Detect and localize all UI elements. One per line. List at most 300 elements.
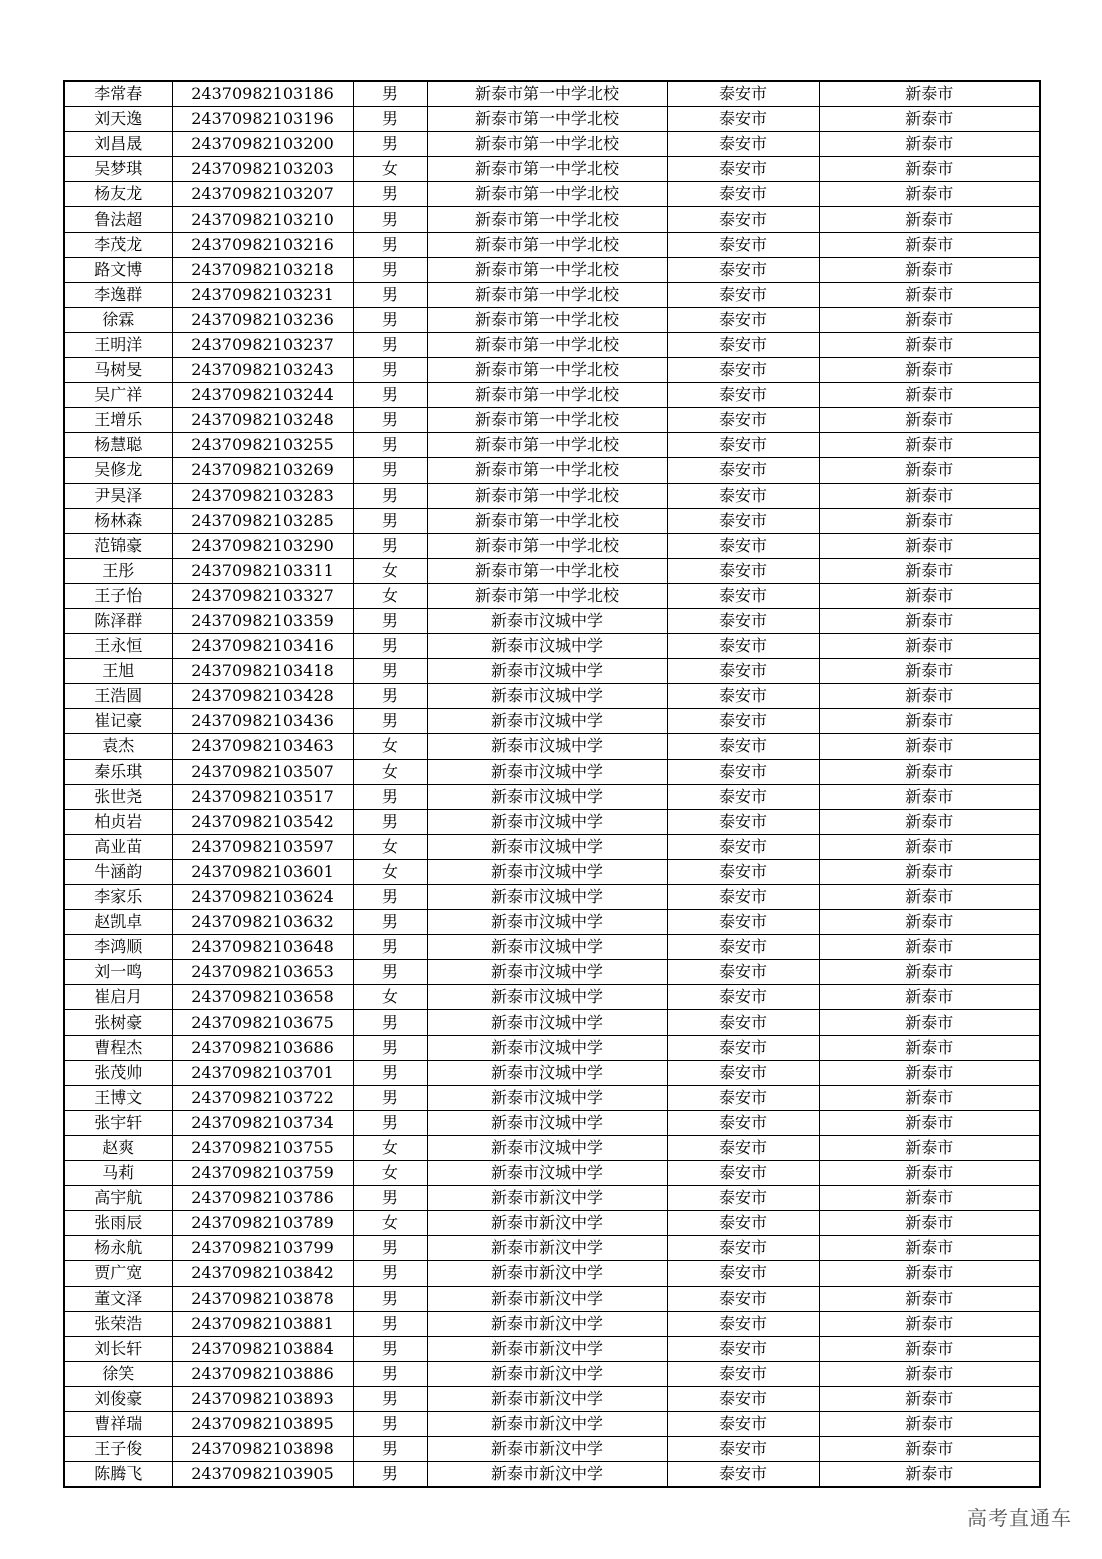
exam-id-cell: 24370982103734 (172, 1110, 353, 1135)
name-cell: 曹祥瑞 (64, 1411, 172, 1436)
name-cell: 王彤 (64, 558, 172, 583)
table-row (64, 1336, 1040, 1361)
gender-cell: 男 (353, 1186, 427, 1211)
name-cell: 路文博 (64, 257, 172, 282)
name-cell: 赵凯卓 (64, 910, 172, 935)
name-cell: 王浩圆 (64, 684, 172, 709)
county-cell: 新泰市 (819, 834, 1040, 859)
gender-cell: 男 (353, 81, 427, 107)
school-cell: 新泰市第一中学北校 (427, 332, 667, 357)
city-cell: 泰安市 (667, 458, 819, 483)
exam-id-cell: 24370982103463 (172, 734, 353, 759)
city-cell: 泰安市 (667, 132, 819, 157)
exam-id-cell: 24370982103597 (172, 834, 353, 859)
exam-id-cell: 24370982103653 (172, 960, 353, 985)
city-cell: 泰安市 (667, 734, 819, 759)
table-row (64, 759, 1040, 784)
exam-id-cell: 24370982103210 (172, 207, 353, 232)
county-cell: 新泰市 (819, 1110, 1040, 1135)
exam-id-cell: 24370982103200 (172, 132, 353, 157)
city-cell: 泰安市 (667, 634, 819, 659)
exam-id-cell: 24370982103311 (172, 558, 353, 583)
exam-id-cell: 24370982103327 (172, 583, 353, 608)
table-row (64, 583, 1040, 608)
name-cell: 李家乐 (64, 885, 172, 910)
gender-cell: 女 (353, 834, 427, 859)
county-cell: 新泰市 (819, 608, 1040, 633)
gender-cell: 男 (353, 132, 427, 157)
exam-id-cell: 24370982103203 (172, 157, 353, 182)
gender-cell: 男 (353, 608, 427, 633)
county-cell: 新泰市 (819, 483, 1040, 508)
name-cell: 尹昊泽 (64, 483, 172, 508)
city-cell: 泰安市 (667, 684, 819, 709)
table-row (64, 1135, 1040, 1160)
county-cell: 新泰市 (819, 709, 1040, 734)
school-cell: 新泰市汶城中学 (427, 634, 667, 659)
gender-cell: 男 (353, 1411, 427, 1436)
exam-id-cell: 24370982103542 (172, 809, 353, 834)
county-cell: 新泰市 (819, 132, 1040, 157)
school-cell: 新泰市汶城中学 (427, 1010, 667, 1035)
gender-cell: 男 (353, 684, 427, 709)
school-cell: 新泰市汶城中学 (427, 709, 667, 734)
city-cell: 泰安市 (667, 784, 819, 809)
exam-id-cell: 24370982103675 (172, 1010, 353, 1035)
county-cell: 新泰市 (819, 1336, 1040, 1361)
school-cell: 新泰市新汶中学 (427, 1386, 667, 1411)
city-cell: 泰安市 (667, 1085, 819, 1110)
table-row (64, 1161, 1040, 1186)
school-cell: 新泰市汶城中学 (427, 1110, 667, 1135)
table-row (64, 157, 1040, 182)
school-cell: 新泰市汶城中学 (427, 910, 667, 935)
exam-id-cell: 24370982103648 (172, 935, 353, 960)
city-cell: 泰安市 (667, 282, 819, 307)
school-cell: 新泰市汶城中学 (427, 809, 667, 834)
city-cell: 泰安市 (667, 1311, 819, 1336)
school-cell: 新泰市新汶中学 (427, 1286, 667, 1311)
city-cell: 泰安市 (667, 1035, 819, 1060)
gender-cell: 男 (353, 1286, 427, 1311)
table-row (64, 935, 1040, 960)
exam-id-cell: 24370982103196 (172, 107, 353, 132)
name-cell: 高宇航 (64, 1186, 172, 1211)
table-row (64, 1437, 1040, 1462)
table-row (64, 1211, 1040, 1236)
city-cell: 泰安市 (667, 859, 819, 884)
gender-cell: 男 (353, 1110, 427, 1135)
city-cell: 泰安市 (667, 1161, 819, 1186)
name-cell: 王博文 (64, 1085, 172, 1110)
county-cell: 新泰市 (819, 307, 1040, 332)
exam-id-cell: 24370982103231 (172, 282, 353, 307)
school-cell: 新泰市第一中学北校 (427, 383, 667, 408)
school-cell: 新泰市新汶中学 (427, 1437, 667, 1462)
table-row (64, 358, 1040, 383)
name-cell: 张茂帅 (64, 1060, 172, 1085)
city-cell: 泰安市 (667, 257, 819, 282)
school-cell: 新泰市新汶中学 (427, 1462, 667, 1488)
name-cell: 张世尧 (64, 784, 172, 809)
county-cell: 新泰市 (819, 332, 1040, 357)
city-cell: 泰安市 (667, 659, 819, 684)
city-cell: 泰安市 (667, 383, 819, 408)
school-cell: 新泰市汶城中学 (427, 834, 667, 859)
name-cell: 张宇轩 (64, 1110, 172, 1135)
exam-id-cell: 24370982103898 (172, 1437, 353, 1462)
exam-id-cell: 24370982103436 (172, 709, 353, 734)
county-cell: 新泰市 (819, 1010, 1040, 1035)
gender-cell: 男 (353, 332, 427, 357)
school-cell: 新泰市第一中学北校 (427, 558, 667, 583)
exam-id-cell: 24370982103789 (172, 1211, 353, 1236)
county-cell: 新泰市 (819, 1386, 1040, 1411)
name-cell: 袁杰 (64, 734, 172, 759)
city-cell: 泰安市 (667, 910, 819, 935)
name-cell: 张树豪 (64, 1010, 172, 1035)
name-cell: 刘俊豪 (64, 1386, 172, 1411)
table-row (64, 81, 1040, 107)
table-row (64, 1236, 1040, 1261)
school-cell: 新泰市汶城中学 (427, 1035, 667, 1060)
table-row (64, 1361, 1040, 1386)
county-cell: 新泰市 (819, 1411, 1040, 1436)
table-row (64, 608, 1040, 633)
city-cell: 泰安市 (667, 332, 819, 357)
school-cell: 新泰市新汶中学 (427, 1361, 667, 1386)
table-row (64, 107, 1040, 132)
name-cell: 贾广宽 (64, 1261, 172, 1286)
gender-cell: 女 (353, 157, 427, 182)
gender-cell: 男 (353, 910, 427, 935)
exam-id-cell: 24370982103243 (172, 358, 353, 383)
name-cell: 杨永航 (64, 1236, 172, 1261)
city-cell: 泰安市 (667, 935, 819, 960)
gender-cell: 男 (353, 1035, 427, 1060)
table-row (64, 533, 1040, 558)
table-row (64, 282, 1040, 307)
exam-id-cell: 24370982103428 (172, 684, 353, 709)
gender-cell: 男 (353, 483, 427, 508)
city-cell: 泰安市 (667, 1336, 819, 1361)
exam-id-cell: 24370982103269 (172, 458, 353, 483)
gender-cell: 男 (353, 1010, 427, 1035)
gender-cell: 男 (353, 358, 427, 383)
name-cell: 崔记豪 (64, 709, 172, 734)
table-row (64, 332, 1040, 357)
county-cell: 新泰市 (819, 1236, 1040, 1261)
gender-cell: 男 (353, 1085, 427, 1110)
city-cell: 泰安市 (667, 483, 819, 508)
city-cell: 泰安市 (667, 583, 819, 608)
exam-id-cell: 24370982103759 (172, 1161, 353, 1186)
school-cell: 新泰市汶城中学 (427, 885, 667, 910)
county-cell: 新泰市 (819, 1261, 1040, 1286)
gender-cell: 男 (353, 182, 427, 207)
gender-cell: 男 (353, 709, 427, 734)
county-cell: 新泰市 (819, 910, 1040, 935)
name-cell: 鲁法超 (64, 207, 172, 232)
exam-id-cell: 24370982103283 (172, 483, 353, 508)
gender-cell: 男 (353, 232, 427, 257)
name-cell: 李茂龙 (64, 232, 172, 257)
city-cell: 泰安市 (667, 608, 819, 633)
exam-id-cell: 24370982103507 (172, 759, 353, 784)
name-cell: 李鸿顺 (64, 935, 172, 960)
county-cell: 新泰市 (819, 734, 1040, 759)
city-cell: 泰安市 (667, 960, 819, 985)
school-cell: 新泰市汶城中学 (427, 659, 667, 684)
city-cell: 泰安市 (667, 1437, 819, 1462)
city-cell: 泰安市 (667, 558, 819, 583)
county-cell: 新泰市 (819, 282, 1040, 307)
table-row (64, 232, 1040, 257)
exam-id-cell: 24370982103255 (172, 433, 353, 458)
name-cell: 徐霖 (64, 307, 172, 332)
name-cell: 杨林森 (64, 508, 172, 533)
county-cell: 新泰市 (819, 458, 1040, 483)
gender-cell: 男 (353, 307, 427, 332)
name-cell: 吴修龙 (64, 458, 172, 483)
exam-id-cell: 24370982103418 (172, 659, 353, 684)
gender-cell: 男 (353, 408, 427, 433)
name-cell: 王子俊 (64, 1437, 172, 1462)
city-cell: 泰安市 (667, 885, 819, 910)
school-cell: 新泰市汶城中学 (427, 1161, 667, 1186)
exam-id-cell: 24370982103893 (172, 1386, 353, 1411)
name-cell: 牛涵韵 (64, 859, 172, 884)
school-cell: 新泰市第一中学北校 (427, 81, 667, 107)
gender-cell: 男 (353, 207, 427, 232)
gender-cell: 男 (353, 1361, 427, 1386)
school-cell: 新泰市新汶中学 (427, 1261, 667, 1286)
gender-cell: 女 (353, 985, 427, 1010)
county-cell: 新泰市 (819, 358, 1040, 383)
city-cell: 泰安市 (667, 358, 819, 383)
county-cell: 新泰市 (819, 985, 1040, 1010)
watermark: 高考直通车 (967, 1506, 1072, 1530)
city-cell: 泰安市 (667, 759, 819, 784)
county-cell: 新泰市 (819, 684, 1040, 709)
table-row (64, 207, 1040, 232)
table-row (64, 307, 1040, 332)
table-row (64, 1286, 1040, 1311)
gender-cell: 男 (353, 935, 427, 960)
name-cell: 马莉 (64, 1161, 172, 1186)
county-cell: 新泰市 (819, 759, 1040, 784)
gender-cell: 女 (353, 1135, 427, 1160)
gender-cell: 男 (353, 659, 427, 684)
gender-cell: 男 (353, 1462, 427, 1488)
city-cell: 泰安市 (667, 433, 819, 458)
gender-cell: 男 (353, 634, 427, 659)
gender-cell: 男 (353, 1437, 427, 1462)
table-row (64, 1010, 1040, 1035)
name-cell: 秦乐琪 (64, 759, 172, 784)
school-cell: 新泰市第一中学北校 (427, 307, 667, 332)
school-cell: 新泰市汶城中学 (427, 608, 667, 633)
school-cell: 新泰市汶城中学 (427, 1085, 667, 1110)
name-cell: 赵爽 (64, 1135, 172, 1160)
student-roster-table (63, 80, 1041, 1488)
gender-cell: 男 (353, 1236, 427, 1261)
name-cell: 张雨辰 (64, 1211, 172, 1236)
school-cell: 新泰市汶城中学 (427, 734, 667, 759)
county-cell: 新泰市 (819, 157, 1040, 182)
exam-id-cell: 24370982103624 (172, 885, 353, 910)
county-cell: 新泰市 (819, 1161, 1040, 1186)
gender-cell: 男 (353, 383, 427, 408)
table-row (64, 558, 1040, 583)
name-cell: 陈泽群 (64, 608, 172, 633)
city-cell: 泰安市 (667, 1261, 819, 1286)
city-cell: 泰安市 (667, 81, 819, 107)
school-cell: 新泰市第一中学北校 (427, 533, 667, 558)
city-cell: 泰安市 (667, 834, 819, 859)
school-cell: 新泰市第一中学北校 (427, 282, 667, 307)
exam-id-cell: 24370982103895 (172, 1411, 353, 1436)
county-cell: 新泰市 (819, 1462, 1040, 1488)
city-cell: 泰安市 (667, 107, 819, 132)
gender-cell: 女 (353, 859, 427, 884)
name-cell: 刘长轩 (64, 1336, 172, 1361)
table-row (64, 132, 1040, 157)
name-cell: 王明洋 (64, 332, 172, 357)
exam-id-cell: 24370982103285 (172, 508, 353, 533)
city-cell: 泰安市 (667, 232, 819, 257)
city-cell: 泰安市 (667, 508, 819, 533)
school-cell: 新泰市第一中学北校 (427, 408, 667, 433)
city-cell: 泰安市 (667, 1186, 819, 1211)
county-cell: 新泰市 (819, 383, 1040, 408)
name-cell: 杨友龙 (64, 182, 172, 207)
city-cell: 泰安市 (667, 157, 819, 182)
table-row (64, 985, 1040, 1010)
table-row (64, 659, 1040, 684)
school-cell: 新泰市汶城中学 (427, 684, 667, 709)
school-cell: 新泰市汶城中学 (427, 985, 667, 1010)
school-cell: 新泰市第一中学北校 (427, 182, 667, 207)
county-cell: 新泰市 (819, 433, 1040, 458)
exam-id-cell: 24370982103359 (172, 608, 353, 633)
county-cell: 新泰市 (819, 1186, 1040, 1211)
table-row (64, 834, 1040, 859)
gender-cell: 男 (353, 885, 427, 910)
name-cell: 范锦豪 (64, 533, 172, 558)
city-cell: 泰安市 (667, 182, 819, 207)
table-row (64, 1386, 1040, 1411)
name-cell: 刘一鸣 (64, 960, 172, 985)
exam-id-cell: 24370982103216 (172, 232, 353, 257)
table-row (64, 483, 1040, 508)
name-cell: 王子怡 (64, 583, 172, 608)
exam-id-cell: 24370982103632 (172, 910, 353, 935)
county-cell: 新泰市 (819, 935, 1040, 960)
exam-id-cell: 24370982103786 (172, 1186, 353, 1211)
gender-cell: 男 (353, 1060, 427, 1085)
school-cell: 新泰市新汶中学 (427, 1336, 667, 1361)
name-cell: 王增乐 (64, 408, 172, 433)
name-cell: 李常春 (64, 81, 172, 107)
table-row (64, 809, 1040, 834)
county-cell: 新泰市 (819, 81, 1040, 107)
gender-cell: 女 (353, 734, 427, 759)
gender-cell: 男 (353, 107, 427, 132)
table-row (64, 433, 1040, 458)
exam-id-cell: 24370982103722 (172, 1085, 353, 1110)
name-cell: 吴广祥 (64, 383, 172, 408)
county-cell: 新泰市 (819, 1060, 1040, 1085)
city-cell: 泰安市 (667, 1010, 819, 1035)
exam-id-cell: 24370982103905 (172, 1462, 353, 1488)
name-cell: 董文泽 (64, 1286, 172, 1311)
name-cell: 柏贞岩 (64, 809, 172, 834)
table-row (64, 910, 1040, 935)
city-cell: 泰安市 (667, 1286, 819, 1311)
county-cell: 新泰市 (819, 232, 1040, 257)
exam-id-cell: 24370982103755 (172, 1135, 353, 1160)
table-row (64, 1311, 1040, 1336)
table-row (64, 1060, 1040, 1085)
school-cell: 新泰市第一中学北校 (427, 508, 667, 533)
name-cell: 崔启月 (64, 985, 172, 1010)
name-cell: 曹程杰 (64, 1035, 172, 1060)
school-cell: 新泰市新汶中学 (427, 1236, 667, 1261)
table-row (64, 458, 1040, 483)
table-row (64, 408, 1040, 433)
roster-body (64, 81, 1040, 1487)
school-cell: 新泰市汶城中学 (427, 960, 667, 985)
gender-cell: 男 (353, 458, 427, 483)
city-cell: 泰安市 (667, 1236, 819, 1261)
county-cell: 新泰市 (819, 1135, 1040, 1160)
name-cell: 杨慧聪 (64, 433, 172, 458)
gender-cell: 男 (353, 960, 427, 985)
school-cell: 新泰市第一中学北校 (427, 483, 667, 508)
name-cell: 李逸群 (64, 282, 172, 307)
table-row (64, 1186, 1040, 1211)
county-cell: 新泰市 (819, 182, 1040, 207)
school-cell: 新泰市汶城中学 (427, 935, 667, 960)
gender-cell: 男 (353, 1261, 427, 1286)
gender-cell: 男 (353, 1311, 427, 1336)
exam-id-cell: 24370982103842 (172, 1261, 353, 1286)
county-cell: 新泰市 (819, 257, 1040, 282)
county-cell: 新泰市 (819, 207, 1040, 232)
gender-cell: 男 (353, 784, 427, 809)
table-row (64, 1110, 1040, 1135)
city-cell: 泰安市 (667, 408, 819, 433)
county-cell: 新泰市 (819, 533, 1040, 558)
table-row (64, 1261, 1040, 1286)
name-cell: 徐笑 (64, 1361, 172, 1386)
school-cell: 新泰市第一中学北校 (427, 583, 667, 608)
school-cell: 新泰市第一中学北校 (427, 207, 667, 232)
gender-cell: 男 (353, 809, 427, 834)
exam-id-cell: 24370982103886 (172, 1361, 353, 1386)
table-row (64, 508, 1040, 533)
gender-cell: 男 (353, 1336, 427, 1361)
gender-cell: 男 (353, 433, 427, 458)
gender-cell: 男 (353, 508, 427, 533)
exam-id-cell: 24370982103248 (172, 408, 353, 433)
exam-id-cell: 24370982103878 (172, 1286, 353, 1311)
school-cell: 新泰市汶城中学 (427, 784, 667, 809)
county-cell: 新泰市 (819, 784, 1040, 809)
county-cell: 新泰市 (819, 634, 1040, 659)
name-cell: 张荣浩 (64, 1311, 172, 1336)
